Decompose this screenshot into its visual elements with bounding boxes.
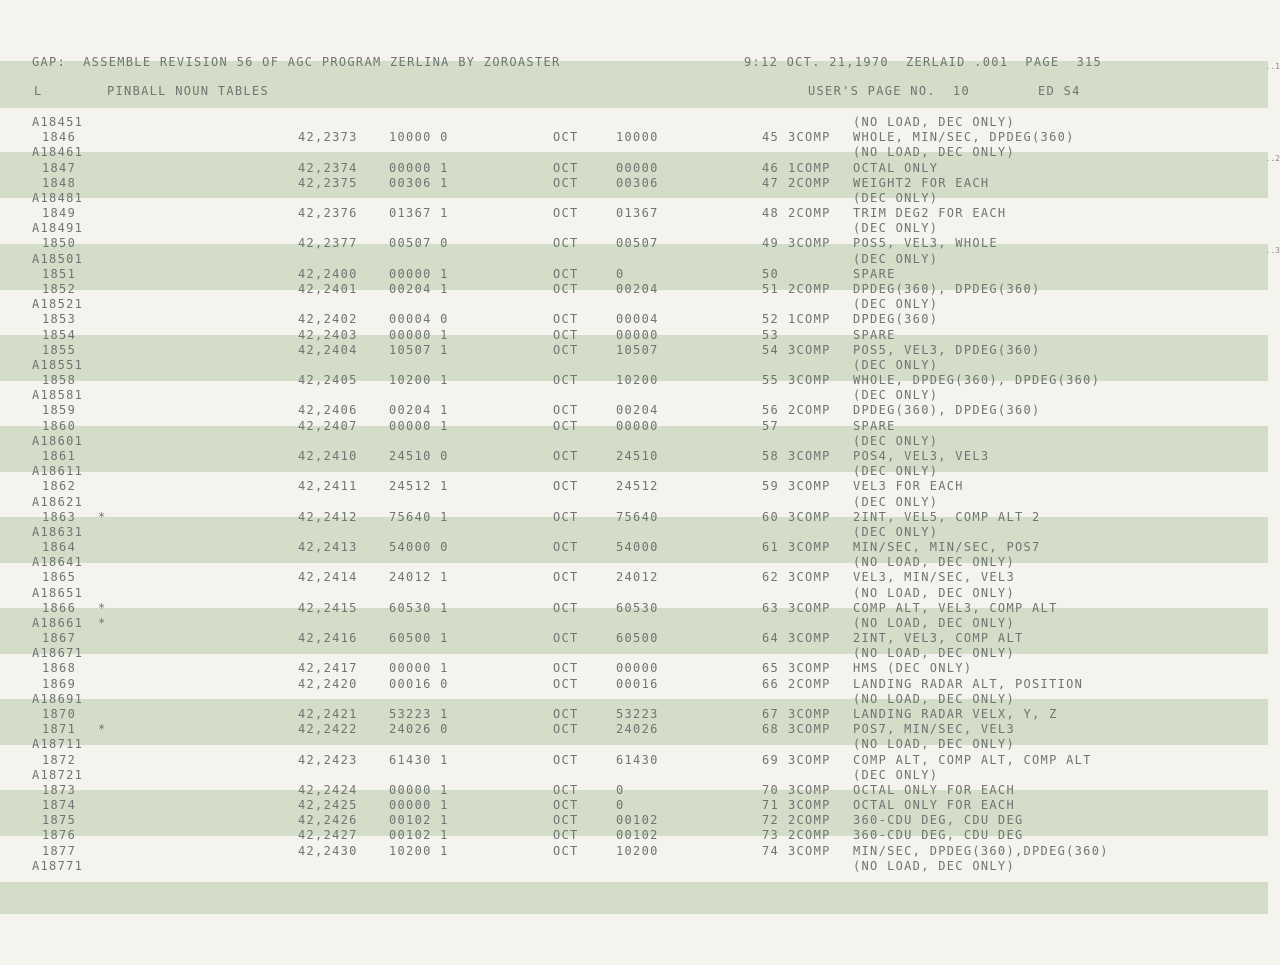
octal-word: 00000 1 (389, 798, 449, 813)
line-number: 1849 (42, 206, 77, 221)
line-number: A18621 (32, 494, 84, 509)
noun-number: 45 (762, 130, 780, 145)
component-type: 3COMP (788, 570, 831, 585)
address: 42,2377 (298, 236, 358, 251)
octal-word: 61430 1 (389, 752, 449, 767)
noun-number: 60 (762, 509, 780, 524)
line-number: A18501 (32, 251, 84, 266)
noun-description: 2INT, VEL3, COMP ALT (853, 631, 1024, 646)
noun-description: MIN/SEC, DPDEG(360),DPDEG(360) (853, 843, 1109, 858)
asterisk-flag: * (98, 509, 107, 524)
octal-word: 00507 0 (389, 236, 449, 251)
noun-number: 73 (762, 828, 780, 843)
octal-value: 24012 (616, 570, 659, 585)
noun-description: LANDING RADAR ALT, POSITION (853, 676, 1084, 691)
line-number: A18631 (32, 524, 84, 539)
line-number: 1867 (42, 631, 77, 646)
noun-description: MIN/SEC, MIN/SEC, POS7 (853, 540, 1041, 555)
noun-description: 360-CDU DEG, CDU DEG (853, 813, 1024, 828)
noun-number: 71 (762, 798, 780, 813)
noun-number: 59 (762, 479, 780, 494)
address: 42,2404 (298, 342, 358, 357)
noun-description: 2INT, VEL5, COMP ALT 2 (853, 509, 1041, 524)
oct-keyword: OCT (553, 373, 579, 388)
noun-description: DPDEG(360), DPDEG(360) (853, 403, 1041, 418)
noun-description: (DEC ONLY) (853, 221, 939, 236)
line-number: 1870 (42, 707, 77, 722)
octal-value: 24026 (616, 722, 659, 737)
line-number: A18451 (32, 115, 84, 129)
address: 42,2410 (298, 448, 358, 463)
line-number: 1869 (42, 676, 77, 691)
header-section-title: PINBALL NOUN TABLES (107, 84, 269, 98)
octal-word: 00000 1 (389, 327, 449, 342)
oct-keyword: OCT (553, 813, 579, 828)
noun-description: POS5, VEL3, WHOLE (853, 236, 998, 251)
noun-number: 48 (762, 206, 780, 221)
octal-word: 00000 1 (389, 782, 449, 797)
line-number: A18721 (32, 767, 84, 782)
oct-keyword: OCT (553, 418, 579, 433)
oct-keyword: OCT (553, 843, 579, 858)
noun-description: DPDEG(360), DPDEG(360) (853, 281, 1041, 296)
address: 42,2417 (298, 661, 358, 676)
stripe-band (0, 882, 1268, 914)
address: 42,2376 (298, 206, 358, 221)
octal-word: 10200 1 (389, 373, 449, 388)
address: 42,2403 (298, 327, 358, 342)
line-number: A18551 (32, 357, 84, 372)
header-date-page: 9:12 OCT. 21,1970 ZERLAID .001 PAGE 315 (744, 55, 1103, 69)
octal-value: 10200 (616, 843, 659, 858)
oct-keyword: OCT (553, 479, 579, 494)
oct-keyword: OCT (553, 782, 579, 797)
address: 42,2425 (298, 798, 358, 813)
component-type: 3COMP (788, 631, 831, 646)
address: 42,2424 (298, 782, 358, 797)
oct-keyword: OCT (553, 570, 579, 585)
component-type: 2COMP (788, 403, 831, 418)
octal-word: 24512 1 (389, 479, 449, 494)
component-type: 1COMP (788, 312, 831, 327)
octal-word: 60530 1 (389, 600, 449, 615)
noun-number: 56 (762, 403, 780, 418)
noun-description: (DEC ONLY) (853, 297, 939, 312)
oct-keyword: OCT (553, 448, 579, 463)
address: 42,2400 (298, 266, 358, 281)
octal-value: 60500 (616, 631, 659, 646)
line-number: 1873 (42, 782, 77, 797)
edge-mark: ..3 (1265, 246, 1280, 255)
noun-description: (DEC ONLY) (853, 433, 939, 448)
noun-number: 62 (762, 570, 780, 585)
line-number: A18601 (32, 433, 84, 448)
component-type: 3COMP (788, 843, 831, 858)
component-type: 3COMP (788, 782, 831, 797)
line-number: 1871 (42, 722, 77, 737)
address: 42,2412 (298, 509, 358, 524)
address: 42,2426 (298, 813, 358, 828)
address: 42,2421 (298, 707, 358, 722)
octal-value: 00000 (616, 160, 659, 175)
octal-word: 00004 0 (389, 312, 449, 327)
address: 42,2374 (298, 160, 358, 175)
oct-keyword: OCT (553, 707, 579, 722)
octal-value: 10200 (616, 373, 659, 388)
octal-word: 10507 1 (389, 342, 449, 357)
octal-value: 10000 (616, 130, 659, 145)
noun-description: COMP ALT, VEL3, COMP ALT (853, 600, 1058, 615)
line-number: 1875 (42, 813, 77, 828)
address: 42,2427 (298, 828, 358, 843)
line-number: A18581 (32, 388, 84, 403)
line-number: 1874 (42, 798, 77, 813)
octal-value: 61430 (616, 752, 659, 767)
address: 42,2430 (298, 843, 358, 858)
line-number: 1872 (42, 752, 77, 767)
oct-keyword: OCT (553, 281, 579, 296)
noun-description: (DEC ONLY) (853, 524, 939, 539)
line-number: A18771 (32, 858, 84, 873)
noun-description: (NO LOAD, DEC ONLY) (853, 691, 1015, 706)
component-type: 3COMP (788, 540, 831, 555)
oct-keyword: OCT (553, 160, 579, 175)
noun-description: OCTAL ONLY (853, 160, 939, 175)
line-number: 1860 (42, 418, 77, 433)
noun-number: 67 (762, 707, 780, 722)
octal-value: 54000 (616, 540, 659, 555)
component-type: 2COMP (788, 281, 831, 296)
noun-number: 51 (762, 281, 780, 296)
octal-value: 53223 (616, 707, 659, 722)
noun-description: LANDING RADAR VELX, Y, Z (853, 707, 1058, 722)
component-type: 3COMP (788, 479, 831, 494)
noun-description: (NO LOAD, DEC ONLY) (853, 115, 1015, 129)
component-type: 3COMP (788, 707, 831, 722)
octal-word: 00102 1 (389, 828, 449, 843)
line-number: A18651 (32, 585, 84, 600)
noun-description: (NO LOAD, DEC ONLY) (853, 858, 1015, 873)
noun-number: 49 (762, 236, 780, 251)
octal-value: 60530 (616, 600, 659, 615)
line-number: 1850 (42, 236, 77, 251)
oct-keyword: OCT (553, 752, 579, 767)
component-type: 2COMP (788, 813, 831, 828)
component-type: 2COMP (788, 175, 831, 190)
noun-number: 50 (762, 266, 780, 281)
octal-word: 54000 0 (389, 540, 449, 555)
noun-description: COMP ALT, COMP ALT, COMP ALT (853, 752, 1092, 767)
component-type: 1COMP (788, 160, 831, 175)
noun-number: 64 (762, 631, 780, 646)
oct-keyword: OCT (553, 676, 579, 691)
asterisk-flag: * (98, 722, 107, 737)
line-number: 1852 (42, 281, 77, 296)
octal-word: 00204 1 (389, 281, 449, 296)
noun-description: WHOLE, MIN/SEC, DPDEG(360) (853, 130, 1075, 145)
octal-value: 01367 (616, 206, 659, 221)
oct-keyword: OCT (553, 130, 579, 145)
line-number: 1858 (42, 373, 77, 388)
octal-value: 00102 (616, 828, 659, 843)
octal-word: 01367 1 (389, 206, 449, 221)
noun-description: VEL3, MIN/SEC, VEL3 (853, 570, 1015, 585)
octal-value: 24512 (616, 479, 659, 494)
line-number: A18611 (32, 464, 84, 479)
octal-value: 00000 (616, 418, 659, 433)
line-number: A18711 (32, 737, 84, 752)
address: 42,2402 (298, 312, 358, 327)
address: 42,2411 (298, 479, 358, 494)
line-number: A18481 (32, 190, 84, 205)
noun-description: (NO LOAD, DEC ONLY) (853, 145, 1015, 160)
oct-keyword: OCT (553, 631, 579, 646)
noun-number: 54 (762, 342, 780, 357)
address: 42,2423 (298, 752, 358, 767)
noun-description: OCTAL ONLY FOR EACH (853, 782, 1015, 797)
octal-value: 10507 (616, 342, 659, 357)
noun-description: TRIM DEG2 FOR EACH (853, 206, 1007, 221)
component-type: 3COMP (788, 342, 831, 357)
octal-word: 10000 0 (389, 130, 449, 145)
octal-word: 75640 1 (389, 509, 449, 524)
noun-number: 74 (762, 843, 780, 858)
noun-description: VEL3 FOR EACH (853, 479, 964, 494)
address: 42,2415 (298, 600, 358, 615)
header-section-letter: L (34, 84, 43, 98)
octal-value: 75640 (616, 509, 659, 524)
octal-word: 24026 0 (389, 722, 449, 737)
oct-keyword: OCT (553, 403, 579, 418)
noun-description: OCTAL ONLY FOR EACH (853, 798, 1015, 813)
line-number: 1864 (42, 540, 77, 555)
oct-keyword: OCT (553, 266, 579, 281)
octal-value: 00000 (616, 661, 659, 676)
noun-description: (DEC ONLY) (853, 357, 939, 372)
component-type: 3COMP (788, 600, 831, 615)
address: 42,2414 (298, 570, 358, 585)
octal-word: 10200 1 (389, 843, 449, 858)
edge-mark: ..2 (1265, 154, 1280, 163)
noun-description: (DEC ONLY) (853, 494, 939, 509)
line-number: A18521 (32, 297, 84, 312)
octal-word: 00102 1 (389, 813, 449, 828)
header-ed-code: ED S4 (1038, 84, 1081, 98)
line-number: 1847 (42, 160, 77, 175)
oct-keyword: OCT (553, 828, 579, 843)
octal-value: 24510 (616, 448, 659, 463)
noun-description: (DEC ONLY) (853, 388, 939, 403)
octal-word: 00000 1 (389, 418, 449, 433)
noun-number: 52 (762, 312, 780, 327)
octal-value: 00204 (616, 281, 659, 296)
oct-keyword: OCT (553, 661, 579, 676)
line-number: 1861 (42, 448, 77, 463)
address: 42,2401 (298, 281, 358, 296)
component-type: 2COMP (788, 828, 831, 843)
line-number: 1877 (42, 843, 77, 858)
address: 42,2416 (298, 631, 358, 646)
oct-keyword: OCT (553, 798, 579, 813)
oct-keyword: OCT (553, 236, 579, 251)
noun-description: (NO LOAD, DEC ONLY) (853, 585, 1015, 600)
component-type: 2COMP (788, 206, 831, 221)
noun-number: 47 (762, 175, 780, 190)
noun-number: 58 (762, 448, 780, 463)
line-number: A18661 (32, 615, 84, 630)
edge-mark: ..1 (1265, 62, 1280, 71)
line-number: A18461 (32, 145, 84, 160)
noun-number: 53 (762, 327, 780, 342)
line-number: 1859 (42, 403, 77, 418)
component-type: 3COMP (788, 373, 831, 388)
octal-word: 00000 1 (389, 661, 449, 676)
octal-value: 00306 (616, 175, 659, 190)
noun-description: WEIGHT2 FOR EACH (853, 175, 990, 190)
noun-description: (NO LOAD, DEC ONLY) (853, 555, 1015, 570)
component-type: 3COMP (788, 798, 831, 813)
octal-word: 00000 1 (389, 266, 449, 281)
noun-description: (DEC ONLY) (853, 190, 939, 205)
noun-description: SPARE (853, 327, 896, 342)
oct-keyword: OCT (553, 312, 579, 327)
octal-value: 00102 (616, 813, 659, 828)
address: 42,2405 (298, 373, 358, 388)
noun-description: POS5, VEL3, DPDEG(360) (853, 342, 1041, 357)
octal-word: 53223 1 (389, 707, 449, 722)
octal-value: 0 (616, 266, 625, 281)
octal-word: 00016 0 (389, 676, 449, 691)
line-number: 1853 (42, 312, 77, 327)
component-type: 3COMP (788, 448, 831, 463)
noun-number: 63 (762, 600, 780, 615)
line-number: 1862 (42, 479, 77, 494)
component-type: 3COMP (788, 509, 831, 524)
octal-word: 60500 1 (389, 631, 449, 646)
line-number: 1865 (42, 570, 77, 585)
address: 42,2422 (298, 722, 358, 737)
oct-keyword: OCT (553, 722, 579, 737)
noun-description: WHOLE, DPDEG(360), DPDEG(360) (853, 373, 1101, 388)
oct-keyword: OCT (553, 206, 579, 221)
noun-number: 55 (762, 373, 780, 388)
line-number: 1868 (42, 661, 77, 676)
noun-description: (NO LOAD, DEC ONLY) (853, 737, 1015, 752)
line-number: 1851 (42, 266, 77, 281)
line-number: 1855 (42, 342, 77, 357)
noun-description: (NO LOAD, DEC ONLY) (853, 646, 1015, 661)
component-type: 3COMP (788, 722, 831, 737)
component-type: 2COMP (788, 676, 831, 691)
line-number: 1848 (42, 175, 77, 190)
line-number: 1854 (42, 327, 77, 342)
line-number: 1876 (42, 828, 77, 843)
component-type: 3COMP (788, 752, 831, 767)
octal-value: 0 (616, 782, 625, 797)
address: 42,2375 (298, 175, 358, 190)
line-number: A18641 (32, 555, 84, 570)
component-type: 3COMP (788, 130, 831, 145)
oct-keyword: OCT (553, 175, 579, 190)
noun-description: HMS (DEC ONLY) (853, 661, 973, 676)
octal-word: 24012 1 (389, 570, 449, 585)
noun-description: (DEC ONLY) (853, 464, 939, 479)
noun-description: DPDEG(360) (853, 312, 939, 327)
noun-description: (DEC ONLY) (853, 767, 939, 782)
line-number: 1846 (42, 130, 77, 145)
header-users-page: USER'S PAGE NO. 10 (808, 84, 970, 98)
octal-value: 00016 (616, 676, 659, 691)
noun-number: 57 (762, 418, 780, 433)
address: 42,2406 (298, 403, 358, 418)
noun-number: 65 (762, 661, 780, 676)
octal-word: 24510 0 (389, 448, 449, 463)
address: 42,2407 (298, 418, 358, 433)
noun-number: 68 (762, 722, 780, 737)
oct-keyword: OCT (553, 600, 579, 615)
noun-description: (DEC ONLY) (853, 251, 939, 266)
address: 42,2420 (298, 676, 358, 691)
octal-value: 00004 (616, 312, 659, 327)
noun-description: 360-CDU DEG, CDU DEG (853, 828, 1024, 843)
octal-value: 00507 (616, 236, 659, 251)
noun-number: 61 (762, 540, 780, 555)
noun-description: SPARE (853, 418, 896, 433)
octal-value: 00204 (616, 403, 659, 418)
oct-keyword: OCT (553, 342, 579, 357)
noun-description: POS4, VEL3, VEL3 (853, 448, 990, 463)
component-type: 3COMP (788, 236, 831, 251)
octal-value: 0 (616, 798, 625, 813)
noun-number: 69 (762, 752, 780, 767)
address: 42,2413 (298, 540, 358, 555)
line-number: 1866 (42, 600, 77, 615)
component-type: 3COMP (788, 661, 831, 676)
asterisk-flag: * (98, 600, 107, 615)
noun-description: (NO LOAD, DEC ONLY) (853, 615, 1015, 630)
noun-number: 46 (762, 160, 780, 175)
oct-keyword: OCT (553, 509, 579, 524)
line-number: A18671 (32, 646, 84, 661)
octal-value: 00000 (616, 327, 659, 342)
line-number: 1863 (42, 509, 77, 524)
noun-number: 70 (762, 782, 780, 797)
oct-keyword: OCT (553, 540, 579, 555)
address: 42,2373 (298, 130, 358, 145)
noun-number: 66 (762, 676, 780, 691)
oct-keyword: OCT (553, 327, 579, 342)
octal-word: 00306 1 (389, 175, 449, 190)
octal-word: 00000 1 (389, 160, 449, 175)
line-number: A18691 (32, 691, 84, 706)
noun-number: 72 (762, 813, 780, 828)
header-assembly-title: GAP: ASSEMBLE REVISION 56 OF AGC PROGRAM ZERLINA BY ZOROASTER (32, 55, 561, 69)
octal-word: 00204 1 (389, 403, 449, 418)
line-number: A18491 (32, 221, 84, 236)
noun-description: SPARE (853, 266, 896, 281)
asterisk-flag: * (98, 615, 107, 630)
noun-description: POS7, MIN/SEC, VEL3 (853, 722, 1015, 737)
